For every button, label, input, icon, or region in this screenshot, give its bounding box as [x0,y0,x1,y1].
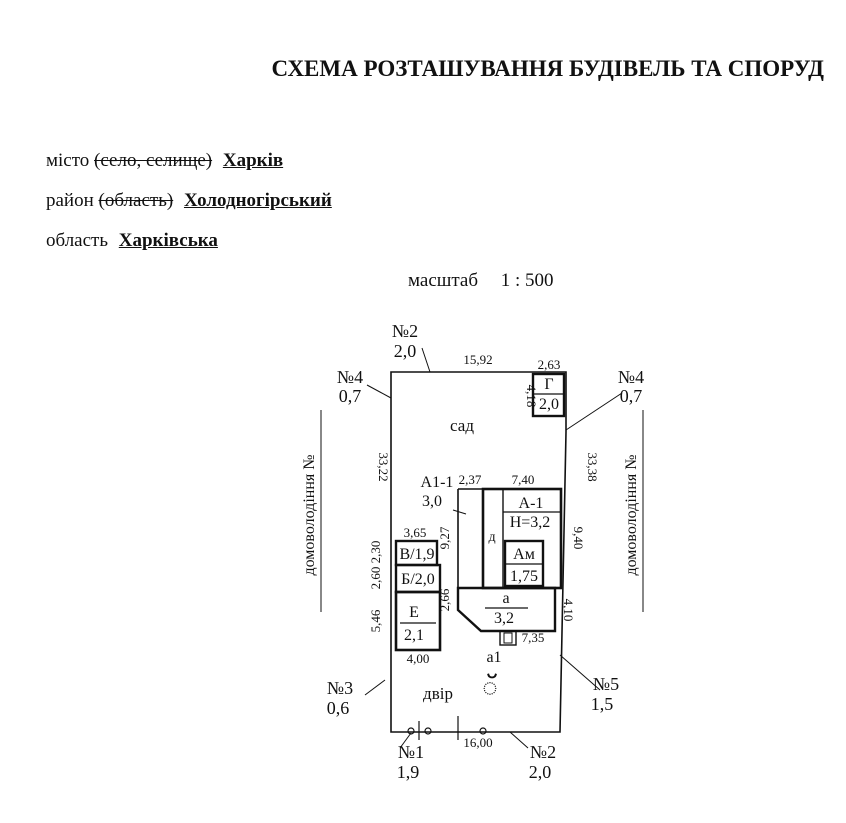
city-label: місто [46,150,90,171]
district-value: Холодногірський [183,190,332,211]
dim-left-mid2: 2,60 [368,566,383,590]
marker-value: 0,6 [326,698,350,718]
label-a-lower: а [502,590,510,607]
marker-number: №2 [529,742,557,762]
dim-v-width: 3,65 [403,525,427,540]
marker-value: 2,0 [528,762,552,782]
dim-g-width: 2,63 [537,357,561,372]
dim-left-top: 33,22 [376,452,391,482]
dim-right-top: 33,38 [585,452,600,482]
city-value: Харків [222,150,284,171]
dim-a1-width: 2,37 [458,472,482,487]
dim-left-mid1: 2,30 [368,540,383,564]
district-label: район [46,190,94,211]
city-struck-text: (село, селище) [94,150,213,171]
region-label: область [46,230,109,251]
zone-yard: двір [423,684,453,703]
dim-g-height: 4,18 [524,384,539,408]
label-a1-height: 3,0 [422,493,442,510]
region-value: Харківська [118,230,218,251]
dim-a-inner: 9,27 [437,526,452,550]
marker-number: №2 [391,321,419,341]
marker-number: №1 [397,742,425,762]
neighbor-left: домоволодіння № [301,454,318,576]
label-a1-lower: а1 [486,649,502,666]
label-g-height: 2,0 [539,396,559,413]
gate-post-icon [425,728,431,734]
label-g: Г [544,376,554,393]
label-am-height: 1,75 [510,568,538,585]
neighbor-right: домоволодіння № [623,454,640,576]
marker-number: №4 [336,367,364,387]
dim-porch: 7,35 [521,630,545,645]
marker-number: №4 [617,367,645,387]
label-a1: А1-1 [420,474,454,491]
zone-passage: д [488,530,496,545]
zone-garden: сад [450,416,474,435]
page-title: СХЕМА РОЗТАШУВАННЯ БУДІВЕЛЬ ТА СПОРУД [271,56,824,81]
label-v: В/1,9 [399,546,435,563]
marker-number: №5 [592,674,620,694]
dim-top: 15,92 [463,352,493,367]
label-e: Е [409,604,419,621]
dim-right-mid: 9,40 [571,526,586,550]
dim-bottom: 16,00 [463,735,493,750]
label-a-main: А-1 [518,495,544,512]
dim-terrace-right: 4,10 [561,598,576,622]
building-a1 [458,489,483,588]
dim-lean-height: 2,66 [437,588,452,612]
district-struck-text: (область) [98,190,174,211]
scale-label: масштаб [408,270,479,291]
label-b: Б/2,0 [401,571,435,588]
dim-left-low: 5,46 [368,609,383,633]
dim-a-width: 7,40 [511,472,535,487]
gate-post-icon [480,728,486,734]
dim-e-width: 4,00 [406,651,430,666]
scale-value: 1 : 500 [500,270,554,291]
marker-value: 0,7 [619,386,643,406]
marker-value: 2,0 [393,341,417,361]
label-a-height: Н=3,2 [509,514,551,531]
label-a-lower-height: 3,2 [494,610,514,627]
marker-value: 1,5 [590,694,614,714]
label-am: Ам [513,546,535,563]
marker-number: №3 [326,678,354,698]
label-e-height: 2,1 [404,627,424,644]
well-icon: ॅ [482,673,498,702]
marker-value: 0,7 [338,386,362,406]
marker-value: 1,9 [396,762,420,782]
